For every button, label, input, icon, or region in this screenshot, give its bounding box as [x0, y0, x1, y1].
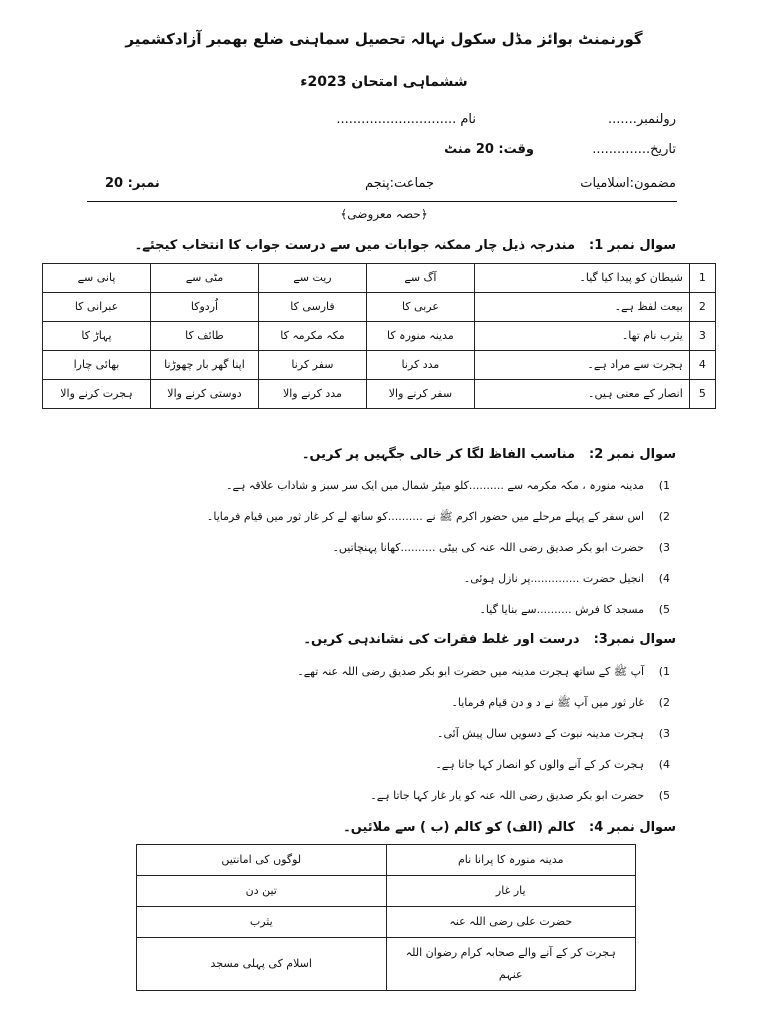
true-false-item	[451, 696, 670, 712]
fill-blank-item-number: 5)	[658, 603, 670, 616]
roll-number-field: رولنمبر.......	[608, 112, 676, 127]
section-heading: ﴿حصہ معروضی﴾	[340, 207, 428, 221]
question-4-instruction: کالم (الف) کو کالم (ب ) سے ملائیں۔	[343, 820, 576, 835]
mcq-option: اُردوکا	[151, 293, 259, 322]
match-column-a-cell: ہجرت کر کے آنے والے صحابہ کرام رضوان اللہ عنہم	[386, 938, 636, 991]
mcq-option: طائف کا	[151, 322, 259, 351]
fill-blank-item	[464, 572, 670, 585]
mcq-option: فارسی کا	[258, 293, 366, 322]
mcq-option: دوستی کرنے والا	[151, 380, 259, 409]
true-false-item-text: ہجرت مدینہ نبوت کے دسویں سال پیش آئی۔	[437, 727, 644, 740]
true-false-item-number: 4)	[658, 758, 670, 771]
mcq-row-number: 2	[689, 293, 715, 322]
mcq-option: پانی سے	[43, 264, 151, 293]
fill-blank-item	[332, 541, 670, 554]
match-row	[137, 845, 636, 876]
mcq-statement: یثرب نام تھا۔	[474, 322, 689, 351]
question-4-heading	[343, 820, 676, 835]
date-field: تاریخ..............	[592, 142, 676, 157]
mcq-option: اپنا گھر بار چھوڑنا	[151, 351, 259, 380]
question-4-number: سوال نمبر 4:	[589, 820, 676, 835]
match-column-b-cell: یثرب	[137, 907, 387, 938]
mcq-option: مدد کرنے والا	[258, 380, 366, 409]
question-2-heading	[302, 447, 676, 462]
time-field: وقت: 20 منٹ	[444, 142, 534, 157]
mcq-option: مدینہ منورہ کا	[366, 322, 474, 351]
mcq-option: آگ سے	[366, 264, 474, 293]
mcq-option: ہجرت کرنے والا	[43, 380, 151, 409]
mcq-statement: بیعت لفظ ہے۔	[474, 293, 689, 322]
true-false-item	[437, 727, 670, 740]
match-row	[137, 938, 636, 991]
match-column-b-cell: اسلام کی پہلی مسجد	[137, 938, 387, 991]
mcq-row-number: 4	[689, 351, 715, 380]
mcq-option: بھائی چارا	[43, 351, 151, 380]
true-false-item-text: غار ثور میں آپ ﷺ نے د و دن قیام فرمایا۔	[451, 696, 644, 709]
fill-blank-item-number: 1)	[658, 479, 670, 492]
mcq-option: پہاڑ کا	[43, 322, 151, 351]
mcq-row-number: 5	[689, 380, 715, 409]
true-false-item-number: 2)	[658, 696, 670, 709]
subject-field: مضمون:اسلامیات	[580, 176, 676, 191]
mcq-statement: شیطان کو پیدا کیا گیا۔	[474, 264, 689, 293]
marks-field: نمبر: 20	[105, 176, 160, 191]
match-column-a-cell: حضرت علی رضی اللہ عنہ	[386, 907, 636, 938]
fill-blank-item-text: اس سفر کے پہلے مرحلے میں حضور اکرم ﷺ نے ..........کو ساتھ لے کر غار ثور میں قیام فرمایا۔	[206, 510, 644, 523]
fill-blank-item-text: مسجد کا فرش ..........سے بنایا گیا۔	[479, 603, 644, 616]
match-column-a-cell: یار غار	[386, 876, 636, 907]
match-row	[137, 876, 636, 907]
mcq-option: عبرانی کا	[43, 293, 151, 322]
question-2-instruction: مناسب الفاظ لگا کر خالی جگہیں پر کریں۔	[301, 447, 576, 462]
true-false-item	[297, 665, 670, 681]
mcq-statement: ہجرت سے مراد ہے۔	[474, 351, 689, 380]
fill-blank-item-number: 2)	[658, 510, 670, 523]
true-false-item	[435, 758, 670, 771]
exam-title: ششماہی امتحان 2023ء	[300, 74, 468, 90]
mcq-option: ریت سے	[258, 264, 366, 293]
fill-blank-item	[207, 510, 670, 526]
class-field: جماعت:پنجم	[365, 176, 434, 191]
match-column-a-cell: مدینہ منورہ کا پرانا نام	[386, 845, 636, 876]
match-columns-table	[136, 844, 636, 991]
true-false-item-number: 3)	[658, 727, 670, 740]
fill-blank-item-number: 3)	[658, 541, 670, 554]
fill-blank-item	[226, 479, 670, 492]
match-column-b-cell: تین دن	[137, 876, 387, 907]
fill-blank-item-text: مدینہ منورہ ، مکہ مکرمہ سے ..........کلو میٹر شمال میں ایک سر سبز و شاداب علاقہ ہے۔	[226, 479, 644, 492]
true-false-item-number: 1)	[658, 665, 670, 678]
true-false-item	[370, 789, 670, 802]
mcq-statement: انصار کے معنی ہیں۔	[474, 380, 689, 409]
mcq-row-number: 1	[689, 264, 715, 293]
header-divider	[87, 201, 677, 202]
name-field: نام .............................	[336, 112, 476, 127]
school-title: گورنمنٹ بوائز مڈل سکول نہالہ تحصیل سماہنی ضلع بھمبر آزادکشمیر	[125, 30, 643, 48]
mcq-row	[43, 264, 716, 293]
mcq-row	[43, 293, 716, 322]
mcq-option: سفر کرنے والا	[366, 380, 474, 409]
fill-blank-item-text: انجیل حضرت ..............پر نازل ہوئی۔	[463, 572, 644, 585]
question-3-instruction: درست اور غلط فقرات کی نشاندہی کریں۔	[303, 632, 580, 647]
mcq-table	[42, 263, 716, 409]
true-false-item-text: حضرت ابو بکر صدیق رضی اللہ عنہ کو یار غار کہا جاتا ہے۔	[370, 789, 644, 802]
question-3-heading	[303, 632, 676, 647]
mcq-row	[43, 380, 716, 409]
match-row	[137, 907, 636, 938]
mcq-option: مکہ مکرمہ کا	[258, 322, 366, 351]
question-3-number: سوال نمبر3:	[593, 632, 676, 647]
mcq-option: عربی کا	[366, 293, 474, 322]
fill-blank-item-text: حضرت ابو بکر صدیق رضی اللہ عنہ کی بیٹی ..........کھانا پہنچاتیں۔	[332, 541, 644, 554]
mcq-row	[43, 351, 716, 380]
true-false-item-text: ہجرت کر کے آنے والوں کو انصار کہا جاتا ہے۔	[435, 758, 644, 771]
mcq-row-number: 3	[689, 322, 715, 351]
fill-blank-item	[479, 603, 670, 616]
question-1-instruction: مندرجہ ذیل چار ممکنہ جوابات میں سے درست جواب کا انتخاب کیجئے۔	[134, 238, 576, 253]
true-false-item-text: آپ ﷺ کے ساتھ ہجرت مدینہ میں حضرت ابو بکر صدیق رضی اللہ عنہ تھے۔	[297, 665, 644, 678]
mcq-option: سفر کرنا	[258, 351, 366, 380]
mcq-option: مدد کرنا	[366, 351, 474, 380]
fill-blank-item-number: 4)	[658, 572, 670, 585]
mcq-option: مٹی سے	[151, 264, 259, 293]
match-column-b-cell: لوگوں کی امانتیں	[137, 845, 387, 876]
mcq-row	[43, 322, 716, 351]
true-false-item-number: 5)	[658, 789, 670, 802]
question-2-number: سوال نمبر 2:	[589, 447, 676, 462]
question-1-number: سوال نمبر 1:	[589, 238, 676, 253]
question-1-heading	[135, 238, 676, 253]
